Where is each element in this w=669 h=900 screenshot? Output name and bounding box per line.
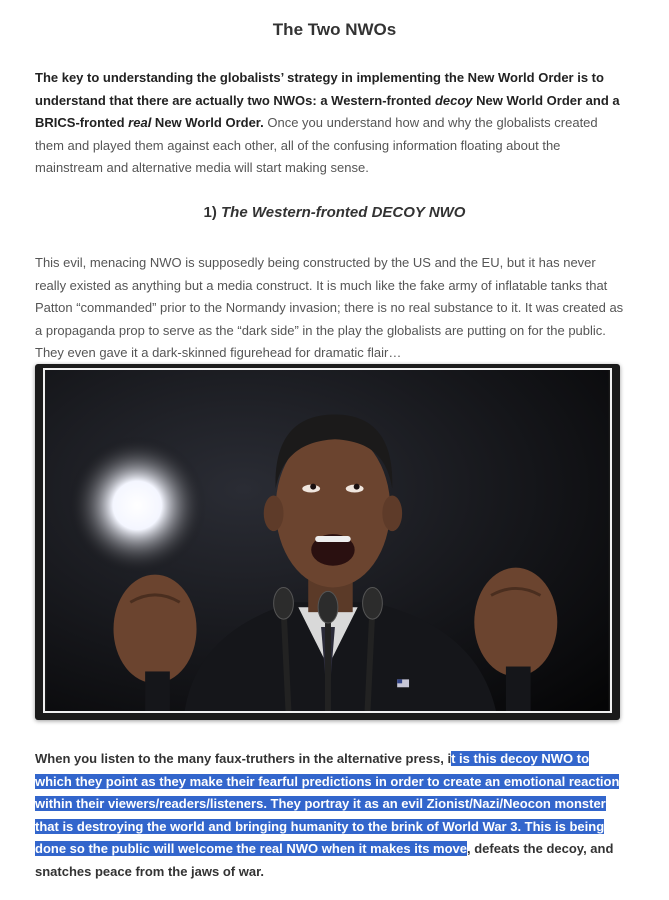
section-title: The Western-fronted DECOY NWO [221, 204, 466, 221]
article-title: The Two NWOs [272, 20, 397, 39]
intro-bold-part-3: New World Order. [151, 115, 264, 130]
section-heading [0, 204, 669, 221]
intro-normal-text: Once you understand how and why the globalists created them and played them against each other, all of the confusing information floating about the mainstream and alternative media will start making sense. [35, 115, 598, 175]
body-paragraph: This evil, menacing NWO is supposedly being constructed by the US and the EU, but it has never really existed as anything but a media construct. It is much like the fake army of inflatable tanks that Patton “commanded” prior to the Normandy invasion; there is no real substance to it. It was created as a propaganda prop to serve as the “dark side” in the play the globalists are putting on for the public. They even gave it a dark-skinned figurehead for dramatic flair… [35, 255, 624, 360]
intro-italic-real: real [128, 115, 152, 130]
closing-text-before: When you listen to the many faux-truthers in the alternative press, i [35, 751, 452, 766]
selected-text-highlight[interactable]: t is this decoy NWO to which they point as they make their fearful predictions in order to create an emotional reaction within their viewers/readers/listeners. They portray it as an evil Zionist/Nazi/Neocon monster that is destroying the world and bringing humanity to the brink of World War 3. This is being done so the public will welcome the real NWO when it makes its move [35, 751, 620, 856]
section-number: 1) [203, 204, 222, 221]
closing-paragraph [35, 748, 625, 883]
photo-image [43, 368, 612, 713]
intro-bold-part-1: The key to understanding the globalists’ strategy in implementing the New World Order is to understand that there are actually two NWOs: a Western-fronted [35, 70, 604, 108]
article-photo [35, 364, 620, 720]
intro-paragraph [35, 67, 625, 180]
intro-bold-part-2: New World Order and a BRICS-fronted [35, 92, 620, 130]
intro-italic-decoy: decoy [434, 92, 473, 108]
closing-text-after: , defeats the decoy, and snatches peace from the jaws of war. [35, 841, 614, 879]
